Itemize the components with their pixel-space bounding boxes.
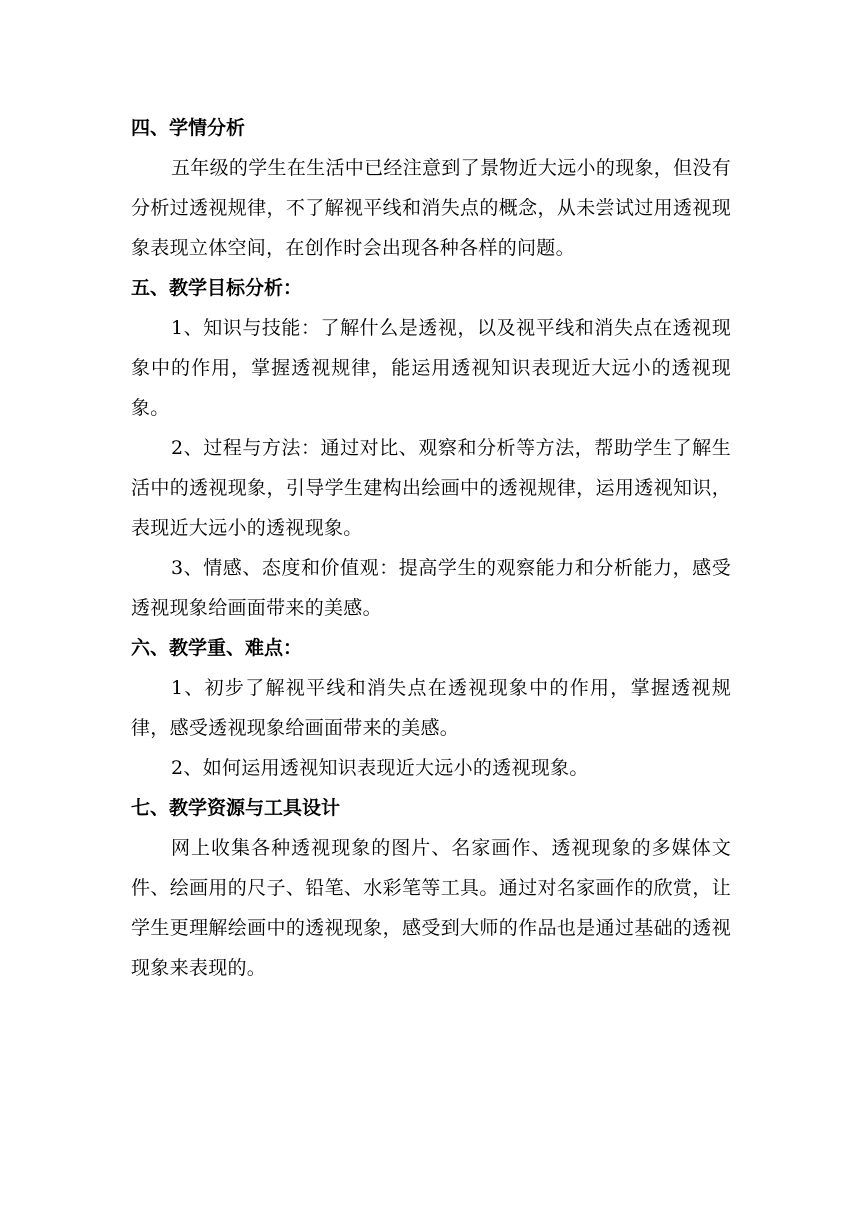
section-heading-resources-tools: 七、教学资源与工具设计	[131, 797, 341, 819]
section-heading-learner-analysis: 四、学情分析	[131, 117, 246, 139]
learner-analysis-paragraph: 五年级的学生在生活中已经注意到了景物近大远小的现象，但没有分析过透视规律，不了解视平线和消失点的概念，从未尝试过用透视现象表现立体空间，在创作时会出现各种各样的问题。	[131, 157, 731, 259]
objective-process-methods: 2、过程与方法：通过对比、观察和分析等方法，帮助学生了解生活中的透视现象，引导学生建构出绘画中的透视规律，运用透视知识，表现近大远小的透视现象。	[131, 437, 731, 539]
section-heading-key-difficult-points: 六、教学重、难点：	[131, 637, 303, 659]
document-body	[131, 108, 731, 988]
key-point-2: 2、如何运用透视知识表现近大远小的透视现象。	[171, 757, 589, 779]
key-point-1: 1、初步了解视平线和消失点在透视现象中的作用，掌握透视规律，感受透视现象给画面带来的美感。	[131, 677, 731, 739]
resources-tools-paragraph: 网上收集各种透视现象的图片、名家画作、透视现象的多媒体文件、绘画用的尺子、铅笔、水彩笔等工具。通过对名家画作的欣赏，让学生更理解绘画中的透视现象，感受到大师的作品也是通过基础的透视现象来表现的。	[131, 837, 731, 979]
objective-knowledge-skills: 1、知识与技能：了解什么是透视，以及视平线和消失点在透视现象中的作用，掌握透视规律，能运用透视知识表现近大远小的透视现象。	[131, 317, 731, 419]
objective-emotion-values: 3、情感、态度和价值观：提高学生的观察能力和分析能力，感受透视现象给画面带来的美感。	[131, 557, 731, 619]
section-heading-teaching-objectives: 五、教学目标分析：	[131, 277, 303, 299]
